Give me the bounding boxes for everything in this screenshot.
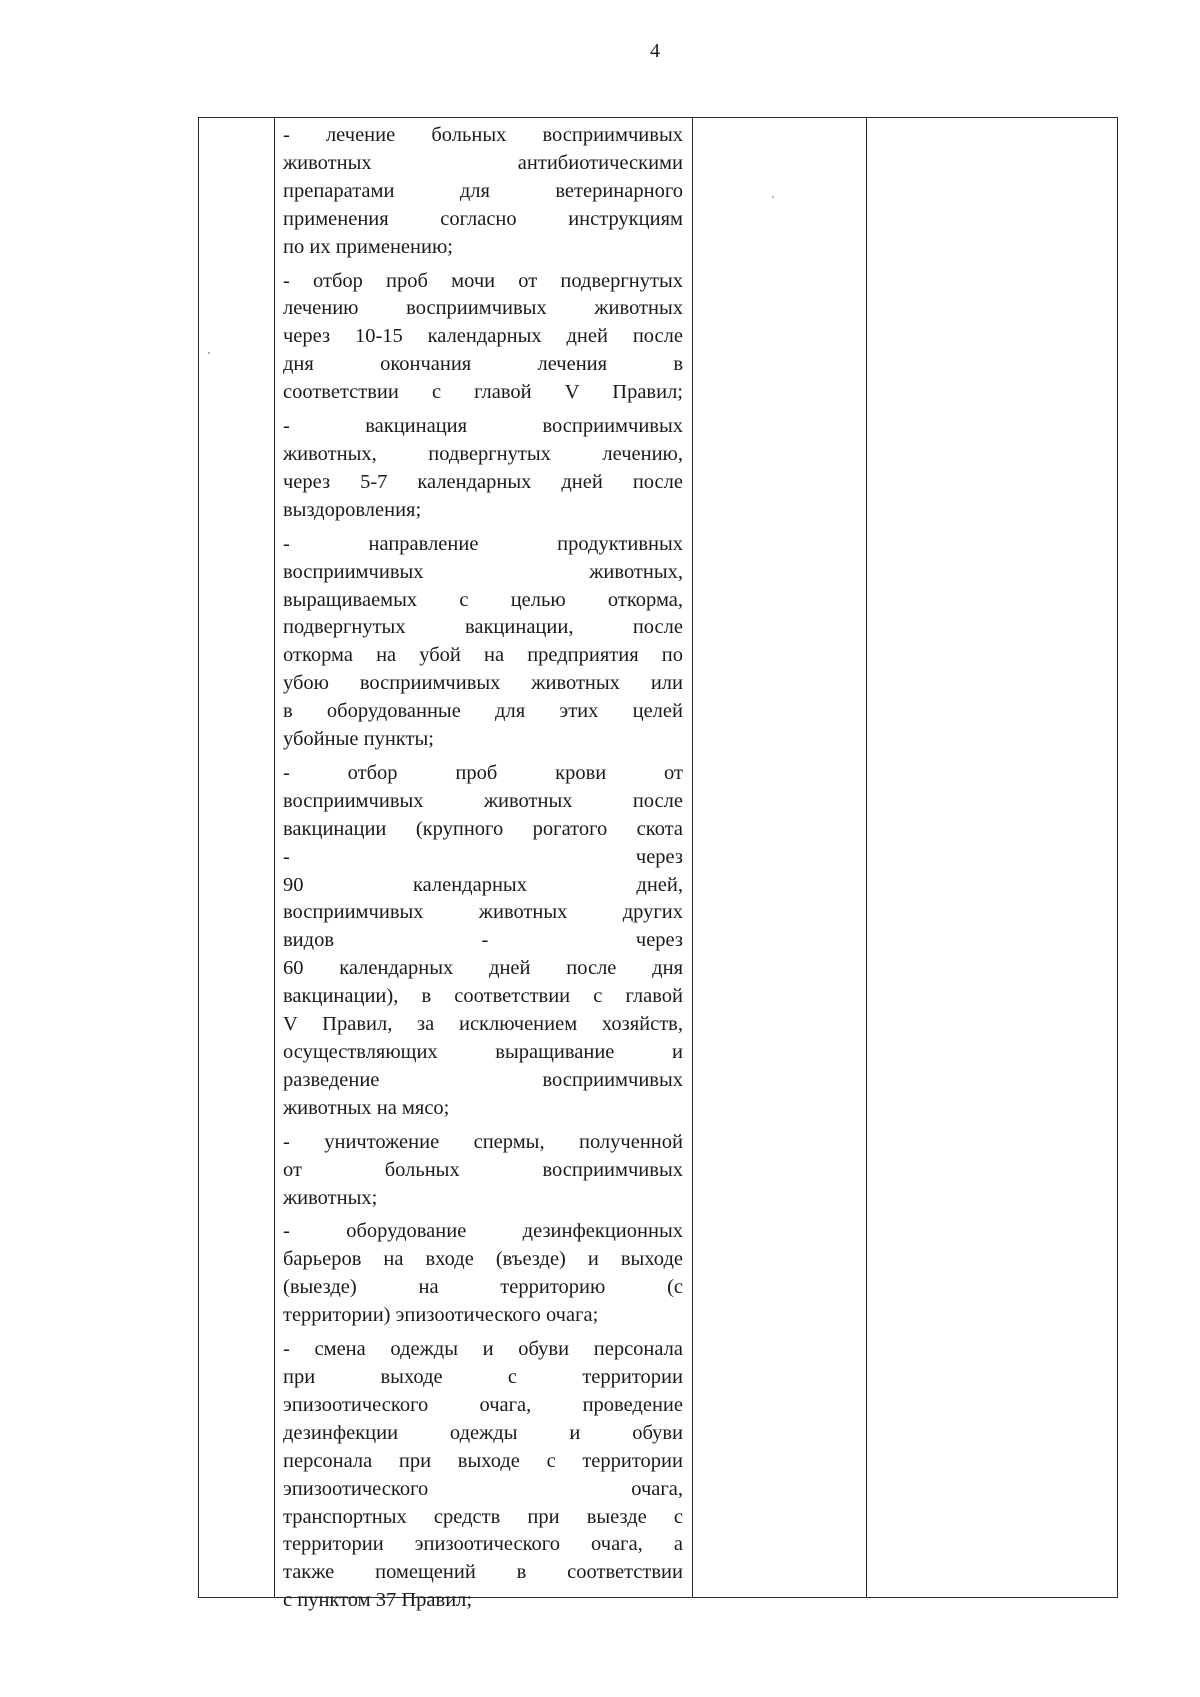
text-line: также помещений в соответствии [283, 1561, 683, 1584]
page-number: 4 [650, 40, 660, 62]
measures-cell [283, 122, 683, 1615]
text-line: выздоровления; [283, 498, 422, 521]
text-line: осуществляющих выращивание и [283, 1041, 683, 1063]
measure-paragraph [283, 1218, 683, 1330]
text-line: (выезде) на территорию (с [283, 1276, 683, 1299]
text-line: - отбор проб мочи от подвергнутых [283, 269, 683, 292]
text-line: разведение восприимчивых [283, 1068, 683, 1091]
text-line: дезинфекции одежды и обуви [283, 1421, 683, 1444]
text-line: территории) эпизоотического очага; [283, 1304, 599, 1327]
text-line: подвергнутых вакцинации, после [283, 616, 683, 639]
text-line: 60 календарных дней после дня [283, 957, 683, 980]
text-line: вакцинации (крупного рогатого скота [283, 817, 683, 840]
text-line: восприимчивых животных, [283, 560, 683, 583]
text-line: убойные пункты; [283, 728, 434, 751]
text-line: барьеров на входе (въезде) и выходе [283, 1248, 683, 1271]
text-line: восприимчивых животных после [283, 789, 683, 812]
text-line: - лечение больных восприимчивых [283, 124, 683, 146]
text-line: в оборудованные для этих целей [283, 700, 683, 723]
text-line: - отбор проб крови от [283, 761, 683, 784]
text-line: применения согласно инструкциям [283, 207, 683, 230]
column-divider [692, 118, 693, 1597]
text-line: соответствии с главой V Правил; [283, 381, 683, 404]
text-line: вакцинации), в соответствии с главой [283, 985, 683, 1008]
text-line: восприимчивых животных других [283, 901, 683, 924]
column-divider [866, 118, 867, 1597]
measures-table [198, 117, 1118, 1612]
text-line: 90 календарных дней, [283, 873, 683, 896]
text-line: животных на мясо; [283, 1096, 450, 1119]
text-line: - направление продуктивных [283, 532, 683, 555]
measure-paragraph [283, 531, 683, 754]
text-line: дня окончания лечения в [283, 353, 683, 376]
measure-paragraph [283, 268, 683, 408]
text-line: животных; [283, 1186, 378, 1209]
text-line: откорма на убой на предприятия по [283, 644, 683, 667]
text-line: персонала при выходе с территории [283, 1449, 683, 1472]
measure-paragraph [283, 122, 683, 262]
text-line: животных, подвергнутых лечению, [283, 442, 683, 465]
measure-paragraph [283, 1336, 683, 1615]
column-divider [274, 118, 275, 1597]
text-line: - через [283, 845, 683, 868]
text-line: - смена одежды и обуви персонала [283, 1338, 683, 1361]
text-line: через 5-7 календарных дней после [283, 470, 683, 493]
text-line: с пунктом 37 Правил; [283, 1589, 473, 1612]
text-line: убою восприимчивых животных или [283, 672, 683, 695]
text-line: от больных восприимчивых [283, 1158, 683, 1181]
scan-speck [208, 352, 210, 354]
text-line: V Правил, за исключением хозяйств, [283, 1013, 683, 1036]
text-line: при выходе с территории [283, 1365, 683, 1388]
scan-speck [772, 196, 774, 198]
text-line: - оборудование дезинфекционных [283, 1220, 683, 1243]
text-line: лечению восприимчивых животных [283, 297, 683, 320]
measure-paragraph [283, 413, 683, 525]
text-line: животных антибиотическими [283, 151, 683, 174]
text-line: эпизоотического очага, проведение [283, 1393, 683, 1416]
text-line: по их применению; [283, 235, 453, 258]
text-line: выращиваемых с целью откорма, [283, 588, 683, 611]
text-line: территории эпизоотического очага, а [283, 1533, 683, 1556]
text-line: через 10-15 календарных дней после [283, 325, 683, 348]
measure-paragraph [283, 1129, 683, 1213]
text-line: препаратами для ветеринарного [283, 179, 683, 202]
text-line: транспортных средств при выезде с [283, 1505, 683, 1528]
measure-paragraph [283, 760, 683, 1123]
text-line: - уничтожение спермы, полученной [283, 1130, 683, 1153]
text-line: видов - через [283, 929, 683, 952]
text-line: - вакцинация восприимчивых [283, 415, 683, 438]
text-line: эпизоотического очага, [283, 1477, 683, 1500]
